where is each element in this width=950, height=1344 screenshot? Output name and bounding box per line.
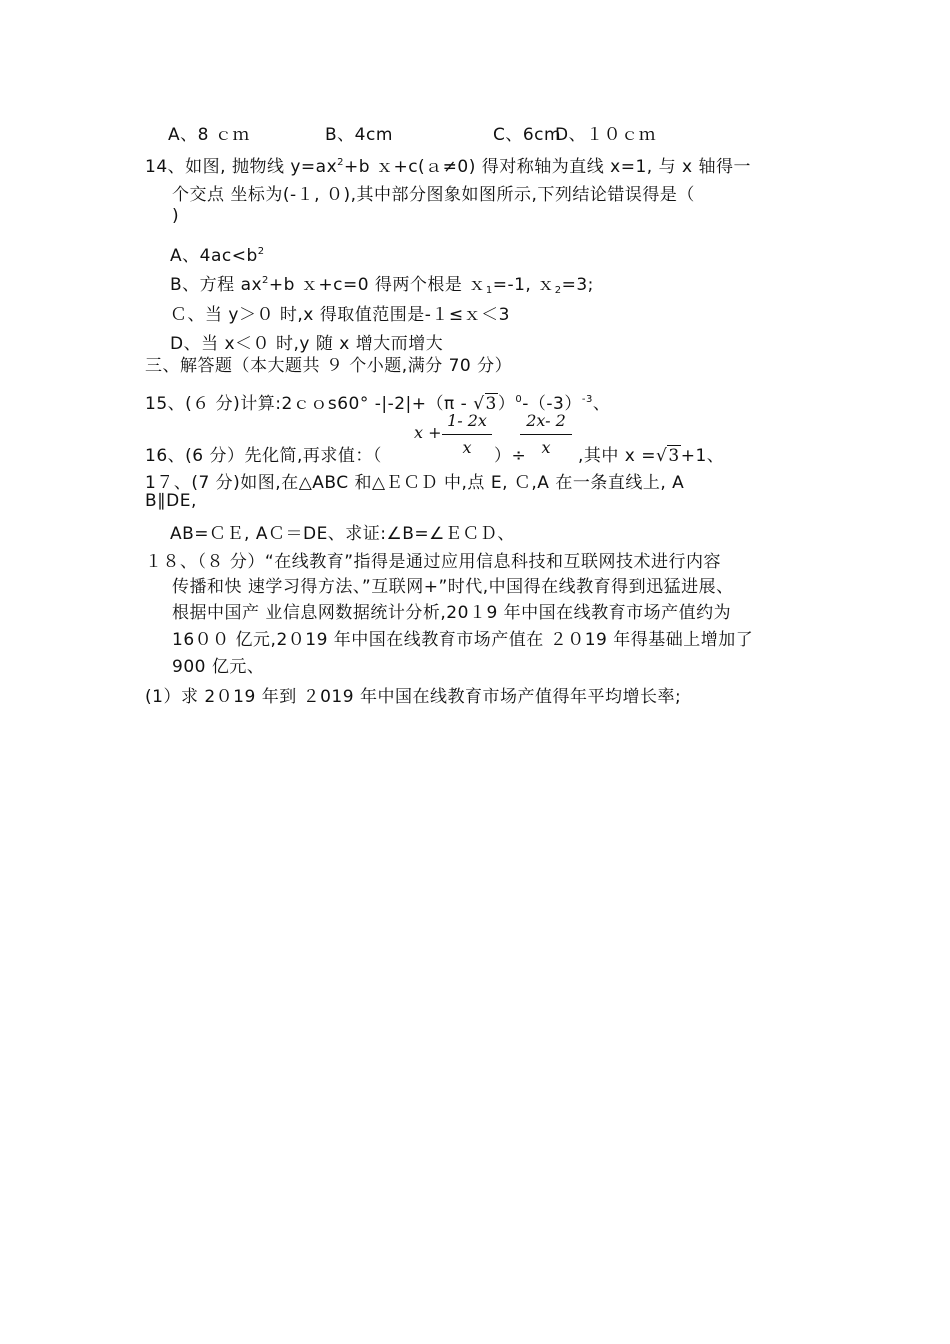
q16-divide: ）÷	[494, 446, 527, 466]
q16-suffix-part1: ,其中 x =	[578, 446, 657, 466]
superscript-0: 0	[515, 394, 523, 405]
q14-stem-line2: 个交点 坐标为(-１, ０),其中部分图象如图所示,下列结论错误得是（	[172, 185, 695, 205]
superscript-neg3: -3	[581, 394, 593, 405]
q16-suffix-part2: +1、	[680, 446, 725, 466]
q14-option-b-part3: =-1, ｘ	[492, 275, 555, 295]
q13-option-c: C、6cm	[493, 125, 562, 145]
q17-line2: B∥DE,	[145, 491, 197, 511]
q14-option-b-part1: B、方程 ax	[170, 275, 263, 295]
q18-line3: 根据中国产 业信息网数据统计分析,20１9 年中国在线教育市场产值约为	[172, 603, 732, 623]
q14-option-b-part4: =3;	[561, 275, 594, 295]
q16-fraction-2	[518, 411, 574, 457]
q15-part1: 15、(６ 分)计算:2ｃｏs60° -|-2|+（π -	[145, 394, 468, 414]
superscript-2: 2	[257, 246, 265, 257]
q16-frac2-numerator: 2x- 2	[526, 411, 566, 430]
sqrt-symbol: √3	[656, 446, 680, 466]
q14-option-c: Ｃ、当 y＞０ 时,x 得取值范围是-１≤ｘ＜3	[170, 305, 510, 325]
q14-option-a	[170, 241, 265, 266]
q15-part4: 、	[592, 394, 611, 414]
section-3-heading: 三、解答题（本大题共 ９ 个小题,满分 70 分）	[145, 356, 513, 376]
q14-option-d: D、当 x＜０ 时,y 随 x 增大而增大	[170, 334, 444, 354]
q14-option-b-part2: +b ｘ+c=0 得两个根是 ｘ	[268, 275, 486, 295]
q18-subquestion-1: (1）求 2０19 年到 ２019 年中国在线教育市场产值得年平均增长率;	[145, 687, 682, 707]
q13-option-b: B、4cm	[325, 125, 393, 145]
q13-option-d: D、１０ｃｍ	[555, 125, 657, 145]
q16-fraction-1	[414, 411, 494, 457]
q16-suffix	[578, 441, 724, 466]
q17-line3: AB=ＣＥ, AＣ＝DE、求证:∠B=∠ＥＣＤ、	[170, 524, 515, 544]
q15-part3: -（-3）	[522, 394, 582, 414]
q14-stem-line3: )	[172, 206, 180, 226]
sqrt-radicand: 3	[668, 446, 680, 466]
q16-frac2-bar	[520, 434, 572, 435]
q16-prefix: 16、(6 分）先化简,再求值：（	[145, 446, 382, 466]
q16-frac2-denominator: x	[541, 438, 551, 457]
superscript-2: 2	[262, 275, 269, 286]
sqrt-symbol: √3	[473, 394, 497, 414]
q16-frac1-bar	[442, 434, 492, 435]
q16-frac1-numerator: 1- 2x	[447, 411, 487, 430]
q17-line1: 1７、(7 分)如图,在△ABC 和△ＥＣＤ 中,点 E, Ｃ,A 在一条直线上, A	[145, 473, 685, 493]
q18-line5: 900 亿元、	[172, 657, 265, 677]
q16-frac1-denominator: x	[462, 438, 472, 457]
sqrt-radicand: 3	[485, 394, 497, 414]
q14-option-b	[170, 270, 594, 295]
subscript-1: 1	[485, 285, 493, 296]
q15-part2: ）	[497, 394, 516, 414]
q16-frac1-lead: x +	[414, 423, 442, 442]
q14-option-a-text: A、4ac<b	[170, 246, 258, 266]
q18-line2: 传播和快 速学习得方法、”互联网+”时代,中国得在线教育得到迅猛进展、	[172, 577, 734, 597]
superscript-2: 2	[337, 157, 345, 168]
q18-line4: 16００ 亿元,2０19 年中国在线教育市场产值在 ２０19 年得基础上增加了	[172, 630, 754, 650]
subscript-2: 2	[554, 285, 562, 296]
q14-stem-line1	[145, 152, 751, 177]
q13-option-a: A、8 ｃｍ	[168, 125, 250, 145]
q18-line1: １８、（８ 分）“在线教育”指得是通过应用信息科技和互联网技术进行内容	[145, 552, 722, 572]
q14-stem-part1: 14、如图, 抛物线 y=ax	[145, 157, 338, 177]
q14-stem-part2: +b ｘ+c(ａ≠0) 得对称轴为直线 x=1, 与 x 轴得一	[344, 157, 751, 177]
